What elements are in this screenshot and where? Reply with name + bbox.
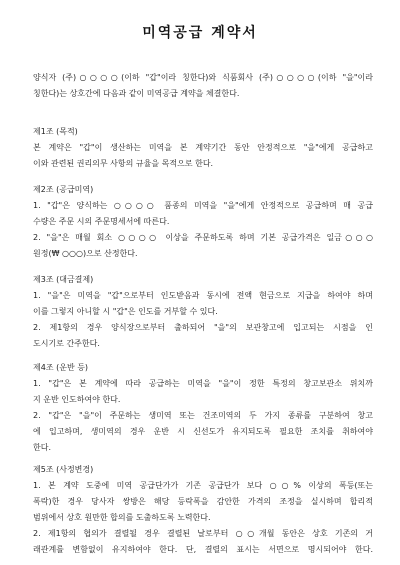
- article-heading: 제5조 (사정변경): [33, 465, 94, 474]
- article-line: 이를 그렇지 아니할 시 "갑"은 인도를 거부할 수 있다.: [33, 307, 218, 316]
- intro-paragraph: [33, 70, 373, 102]
- article-line: 본 계약은 "갑"이 생산하는 미역을 본 계약기간 동안 안정적으로 "을"에게 공급하고: [33, 143, 373, 152]
- article-5: [33, 462, 373, 558]
- article-line: 래관계를 변함없이 유지하여야 한다. 단, 결렬의 표시는 서면으로 명시되어야 한다.: [33, 545, 373, 554]
- article-line: 에 입고하며, 생미역의 경우 운반 시 신선도가 유지되도록 필요한 조치를 취하여야: [33, 427, 373, 436]
- article-heading: 제3조 (대금결제): [33, 275, 94, 284]
- article-heading: 제4조 (운반 등): [33, 363, 89, 372]
- intro-line: 양식자 (주)○○○○(이하 "갑"이라 칭한다)와 식품회사 (주)○○○○(이하 "을"이라: [33, 73, 373, 82]
- article-line: 폭락)한 경우 당사자 쌍방은 해당 등락폭을 감안한 가격의 조정을 실시하며 합리적: [33, 497, 373, 506]
- article-line: 2. "갑"은 "을"이 주문하는 생미역 또는 건조미역의 두 가지 종류를 구분하여 창고: [33, 411, 373, 420]
- article-2: [33, 182, 373, 262]
- article-line: 2. "을"은 매월 회소 ○○○○ 이상을 주문하도록 하며 기본 공급가격은 일금○○○: [33, 233, 373, 242]
- article-heading: 제2조 (공급미역): [33, 185, 94, 194]
- article-line: 원정(₩ ○○○)으로 산정한다.: [33, 249, 138, 258]
- article-line: 2. 제1항의 협의가 결렬될 경우 결렬된 날로부터 ○○개월 동안은 상호 기존의 거: [33, 529, 373, 538]
- article-line: 한다.: [33, 443, 51, 452]
- article-heading: 제1조 (목적): [33, 127, 78, 136]
- article-line: 도시기로 간주한다.: [33, 339, 100, 348]
- article-3: [33, 272, 373, 352]
- article-line: 범위에서 상호 원만한 합의를 도출하도록 노력한다.: [33, 513, 211, 522]
- article-line: 1. "갑"은 본 계약에 따라 공급하는 미역을 "을"이 정한 특정의 창고보관소 위치까: [33, 379, 373, 388]
- document-title: 미역공급 계약서: [142, 25, 258, 41]
- article-line: 1. "갑"은 양식하는 ○○○○ 품종의 미역을 "을"에게 안정적으로 공급하며 매 공급: [33, 201, 373, 210]
- article-line: 1. 본 계약 도중에 미역 공급단가가 기존 공급단가 보다 ○○% 이상의 폭등(또는: [33, 481, 373, 490]
- article-line: 2. 제1항의 경우 양식장으로부터 출하되어 "을"의 보관창고에 입고되는 시점을 인: [33, 323, 373, 332]
- article-line: 수량은 주문 시의 주문명세서에 따른다.: [33, 217, 170, 226]
- article-line: 1. "을"은 미역을 "갑"으로부터 인도받음과 동시에 전액 현금으로 지급을 하여야 하며: [33, 291, 373, 300]
- article-line: 지 운반 인도하여야 한다.: [33, 395, 121, 404]
- article-line: 이와 관련된 권리의무 사항의 규율을 목적으로 한다.: [33, 159, 214, 168]
- intro-line: 칭한다)는 상호간에 다음과 같이 미역공급 계약을 체결한다.: [33, 89, 240, 98]
- article-1: [33, 124, 373, 172]
- article-4: [33, 360, 373, 456]
